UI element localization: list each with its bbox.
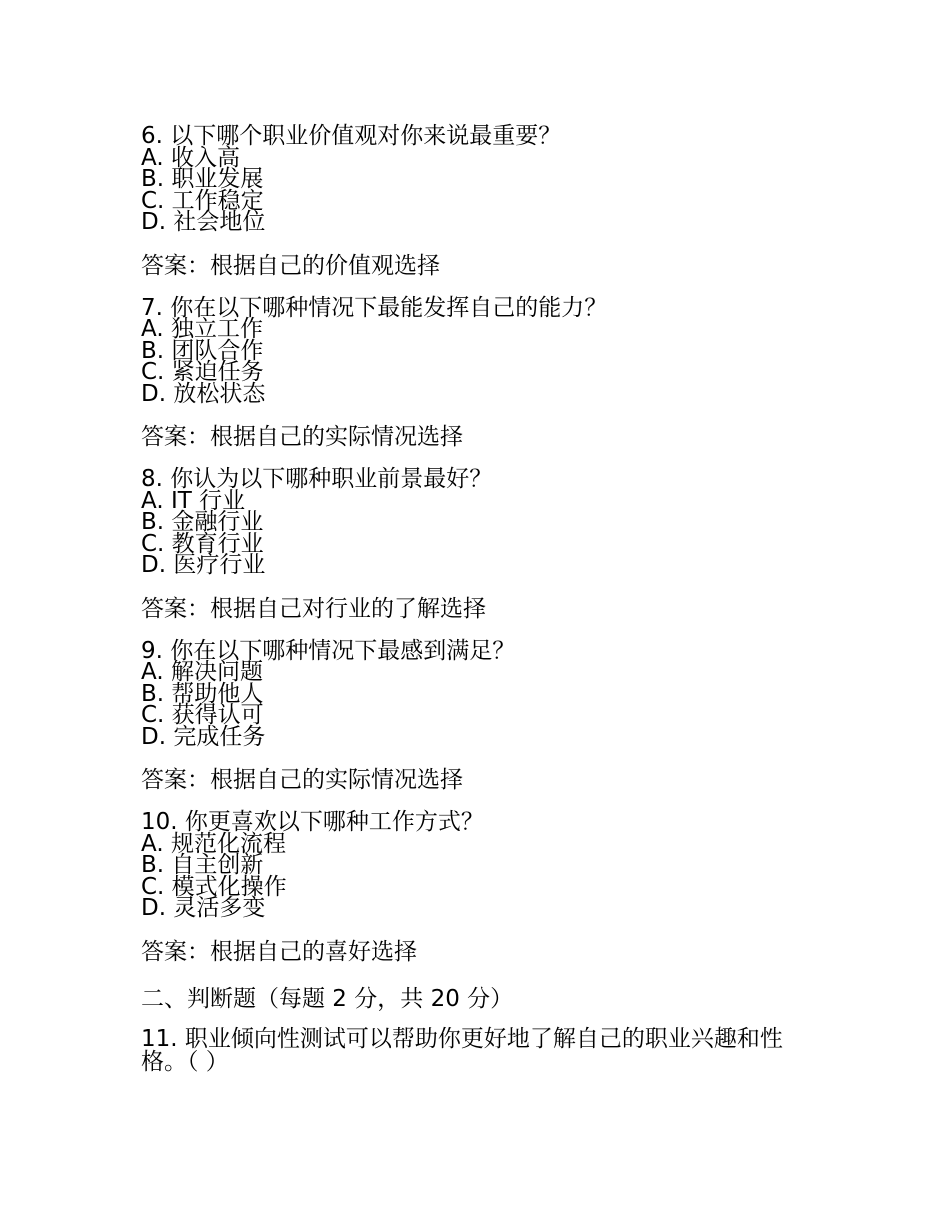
question-block-9 (141, 637, 821, 796)
option-c: C. 获得认可 (141, 702, 264, 728)
option-b: B. 职业发展 (141, 166, 264, 192)
answer-text: 答案：根据自己的实际情况选择 (141, 767, 463, 793)
question-text: 8. 你认为以下哪种职业前景最好？ (141, 466, 493, 492)
option-d: D. 灵活多变 (141, 895, 266, 921)
document-page (141, 123, 821, 1075)
option-d: D. 放松状态 (141, 380, 266, 407)
option-d: D. 社会地位 (141, 209, 266, 235)
question-block-6 (141, 123, 821, 281)
option-c: C. 教育行业 (141, 530, 264, 557)
option-b: B. 自主创新 (141, 852, 264, 878)
answer-text: 答案：根据自己的价值观选择 (141, 252, 440, 279)
option-d: D. 医疗行业 (141, 552, 266, 578)
option-a: A. 规范化流程 (141, 830, 286, 857)
judge-question-11: 11. 职业倾向性测试可以帮助你更好地了解自己的职业兴趣和性格。（ ） (141, 1025, 783, 1075)
question-text: 7. 你在以下哪种情况下最能发挥自己的能力？ (141, 294, 608, 321)
option-a: A. 独立工作 (141, 316, 263, 342)
answer-text: 答案：根据自己的实际情况选择 (141, 424, 463, 450)
question-text: 10. 你更喜欢以下哪种工作方式？ (141, 809, 484, 835)
option-b: B. 团队合作 (141, 337, 264, 364)
question-text: 6. 以下哪个职业价值观对你来说最重要？ (141, 123, 562, 149)
option-a: A. 解决问题 (141, 659, 263, 685)
section-title: 二、判断题（每题 2 分，共 20 分） (141, 985, 514, 1012)
question-block-7 (141, 294, 821, 453)
option-c: C. 模式化操作 (141, 873, 287, 900)
option-b: B. 帮助他人 (141, 680, 264, 707)
option-a: A. IT 行业 (141, 487, 246, 514)
question-text: 9. 你在以下哪种情况下最感到满足？ (141, 637, 516, 664)
option-c: C. 紧迫任务 (141, 359, 264, 385)
question-block-8 (141, 466, 821, 624)
option-a: A. 收入高 (141, 144, 240, 171)
answer-text: 答案：根据自己的喜好选择 (141, 938, 417, 965)
option-b: B. 金融行业 (141, 509, 264, 535)
question-block-10 (141, 809, 821, 967)
answer-text: 答案：根据自己对行业的了解选择 (141, 595, 486, 622)
option-d: D. 完成任务 (141, 723, 266, 750)
option-c: C. 工作稳定 (141, 187, 264, 214)
